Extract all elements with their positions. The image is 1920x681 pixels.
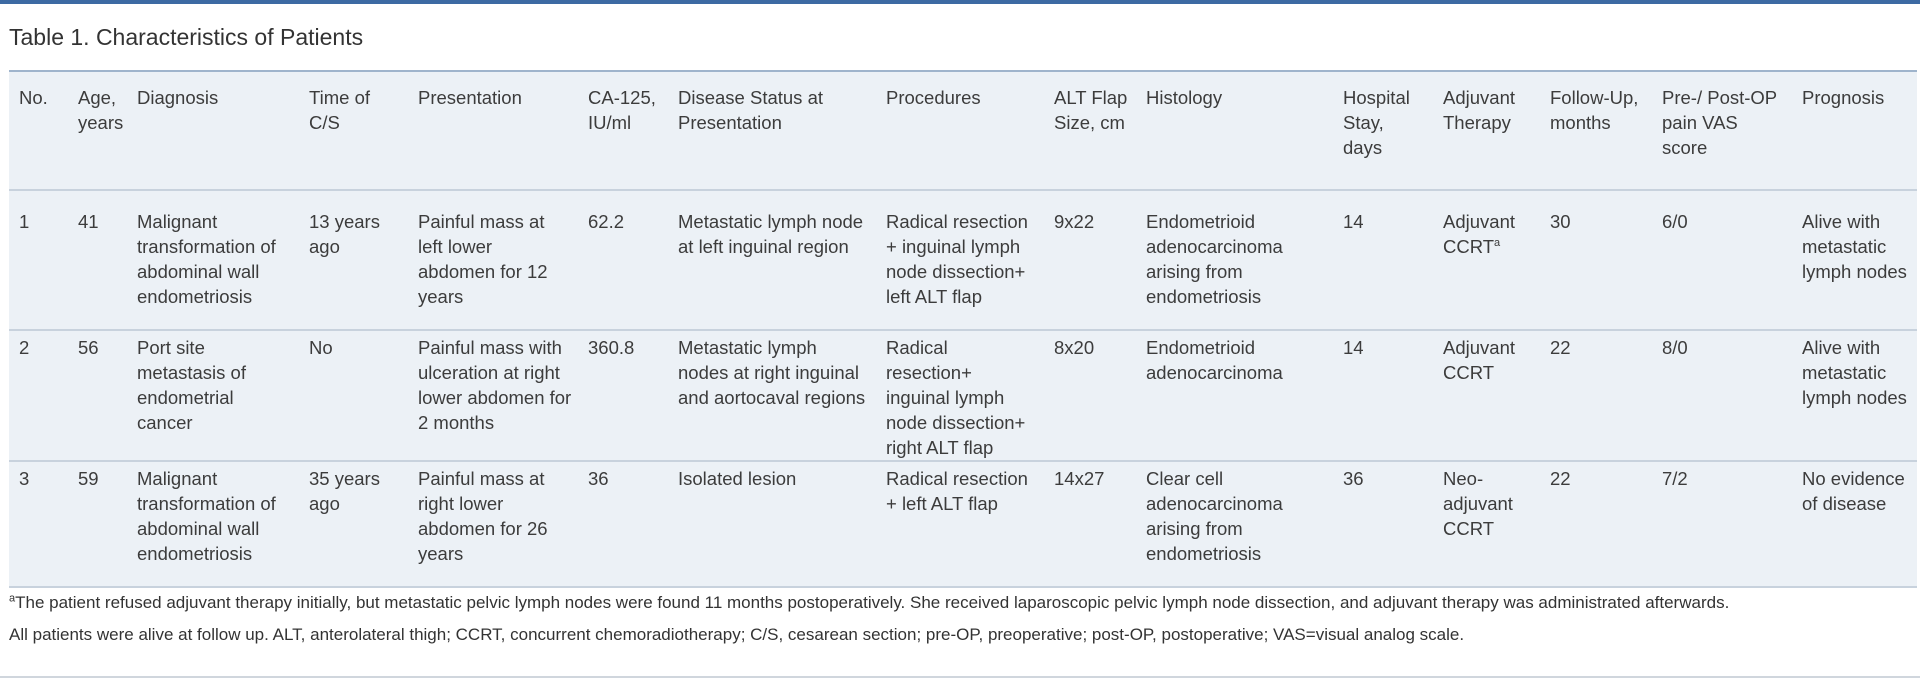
cell-hospital-stay: 14: [1333, 330, 1433, 461]
header-disease-status: Disease Status at Presentation: [668, 71, 876, 190]
cell-hospital-stay: 14: [1333, 190, 1433, 330]
header-age: Age, years: [68, 71, 127, 190]
header-time-cs: Time of C/S: [299, 71, 408, 190]
cell-flap-size: 9x22: [1044, 190, 1136, 330]
cell-age: 41: [68, 190, 127, 330]
cell-time-cs: 35 years ago: [299, 461, 408, 587]
header-row: [9, 71, 1917, 190]
cell-ca125: 360.8: [578, 330, 668, 461]
cell-age: 59: [68, 461, 127, 587]
header-adjuvant: Adjuvant Therapy: [1433, 71, 1540, 190]
cell-flap-size: 14x27: [1044, 461, 1136, 587]
header-prognosis: Prognosis: [1792, 71, 1917, 190]
cell-follow-up: 30: [1540, 190, 1652, 330]
cell-ca125: 36: [578, 461, 668, 587]
cell-adjuvant: [1433, 190, 1540, 330]
cell-diagnosis: Port site metastasis of endometrial cancer: [127, 330, 299, 461]
cell-diagnosis: Malignant transformation of abdominal wall endometriosis: [127, 190, 299, 330]
cell-follow-up: 22: [1540, 330, 1652, 461]
cell-procedures: Radical resection + left ALT flap: [876, 461, 1044, 587]
header-diagnosis: Diagnosis: [127, 71, 299, 190]
table-row: [9, 330, 1917, 461]
table-row: [9, 461, 1917, 587]
cell-ca125: 62.2: [578, 190, 668, 330]
cell-vas: 7/2: [1652, 461, 1792, 587]
cell-presentation: Painful mass at left lower abdomen for 12 years: [408, 190, 578, 330]
top-rule: [0, 0, 1920, 4]
header-hospital-stay: Hospital Stay, days: [1333, 71, 1433, 190]
cell-vas: 6/0: [1652, 190, 1792, 330]
patients-table: [9, 70, 1917, 588]
cell-histology: Endometrioid adenocarcinoma arising from endometriosis: [1136, 190, 1333, 330]
cell-diagnosis: Malignant transformation of abdominal wall endometriosis: [127, 461, 299, 587]
cell-no: 1: [9, 190, 68, 330]
cell-prognosis: No evidence of disease: [1792, 461, 1917, 587]
cell-no: 3: [9, 461, 68, 587]
header-ca125: CA-125, IU/ml: [578, 71, 668, 190]
cell-disease-status: Metastatic lymph node at left inguinal region: [668, 190, 876, 330]
footnote: [9, 587, 1917, 619]
cell-prognosis: Alive with metastatic lymph nodes: [1792, 190, 1917, 330]
header-follow-up: Follow-Up, months: [1540, 71, 1652, 190]
cell-histology: Endometrioid adenocarcinoma: [1136, 330, 1333, 461]
cell-follow-up: 22: [1540, 461, 1652, 587]
table-caption: Table 1. Characteristics of Patients: [9, 24, 364, 50]
cell-prognosis: Alive with metastatic lymph nodes: [1792, 330, 1917, 461]
cell-vas: 8/0: [1652, 330, 1792, 461]
header-presentation: Presentation: [408, 71, 578, 190]
cell-hospital-stay: 36: [1333, 461, 1433, 587]
cell-no: 2: [9, 330, 68, 461]
cell-age: 56: [68, 330, 127, 461]
cell-histology: Clear cell adenocarcinoma arising from endometriosis: [1136, 461, 1333, 587]
header-vas: Pre-/ Post-OP pain VAS score: [1652, 71, 1792, 190]
footnote-marker: a: [1494, 236, 1501, 249]
header-no: No.: [9, 71, 68, 190]
header-flap-size: ALT Flap Size, cm: [1044, 71, 1136, 190]
header-procedures: Procedures: [876, 71, 1044, 190]
footnote-marker: a: [9, 592, 16, 605]
cell-procedures: Radical resection+ inguinal lymph node dissection+ right ALT flap: [876, 330, 1044, 461]
abbreviation-note: All patients were alive at follow up. ALT, anterolateral thigh; CCRT, concurrent chemoradiotherapy; C/S, cesarean section; pre-OP, preoperative; post-OP, postoperative; VAS=visual analog scale.: [9, 625, 1465, 644]
bottom-rule: [0, 676, 1920, 678]
cell-time-cs: 13 years ago: [299, 190, 408, 330]
header-histology: Histology: [1136, 71, 1333, 190]
table-notes: [9, 587, 1917, 651]
cell-time-cs: No: [299, 330, 408, 461]
footnote-text: The patient refused adjuvant therapy initially, but metastatic pelvic lymph nodes were found 11 months postoperatively. She received laparoscopic pelvic lymph node dissection, and adjuvant therapy was administrated afterwards.: [15, 593, 1730, 612]
cell-adjuvant: Neo-adjuvant CCRT: [1433, 461, 1540, 587]
cell-presentation: Painful mass at right lower abdomen for 26 years: [408, 461, 578, 587]
cell-adjuvant: Adjuvant CCRT: [1433, 330, 1540, 461]
cell-disease-status: Metastatic lymph nodes at right inguinal and aortocaval regions: [668, 330, 876, 461]
table-row: [9, 190, 1917, 330]
cell-presentation: Painful mass with ulceration at right lower abdomen for 2 months: [408, 330, 578, 461]
adjuvant-text: Adjuvant CCRT: [1443, 211, 1515, 257]
cell-flap-size: 8x20: [1044, 330, 1136, 461]
cell-disease-status: Isolated lesion: [668, 461, 876, 587]
cell-procedures: Radical resection + inguinal lymph node dissection+ left ALT flap: [876, 190, 1044, 330]
